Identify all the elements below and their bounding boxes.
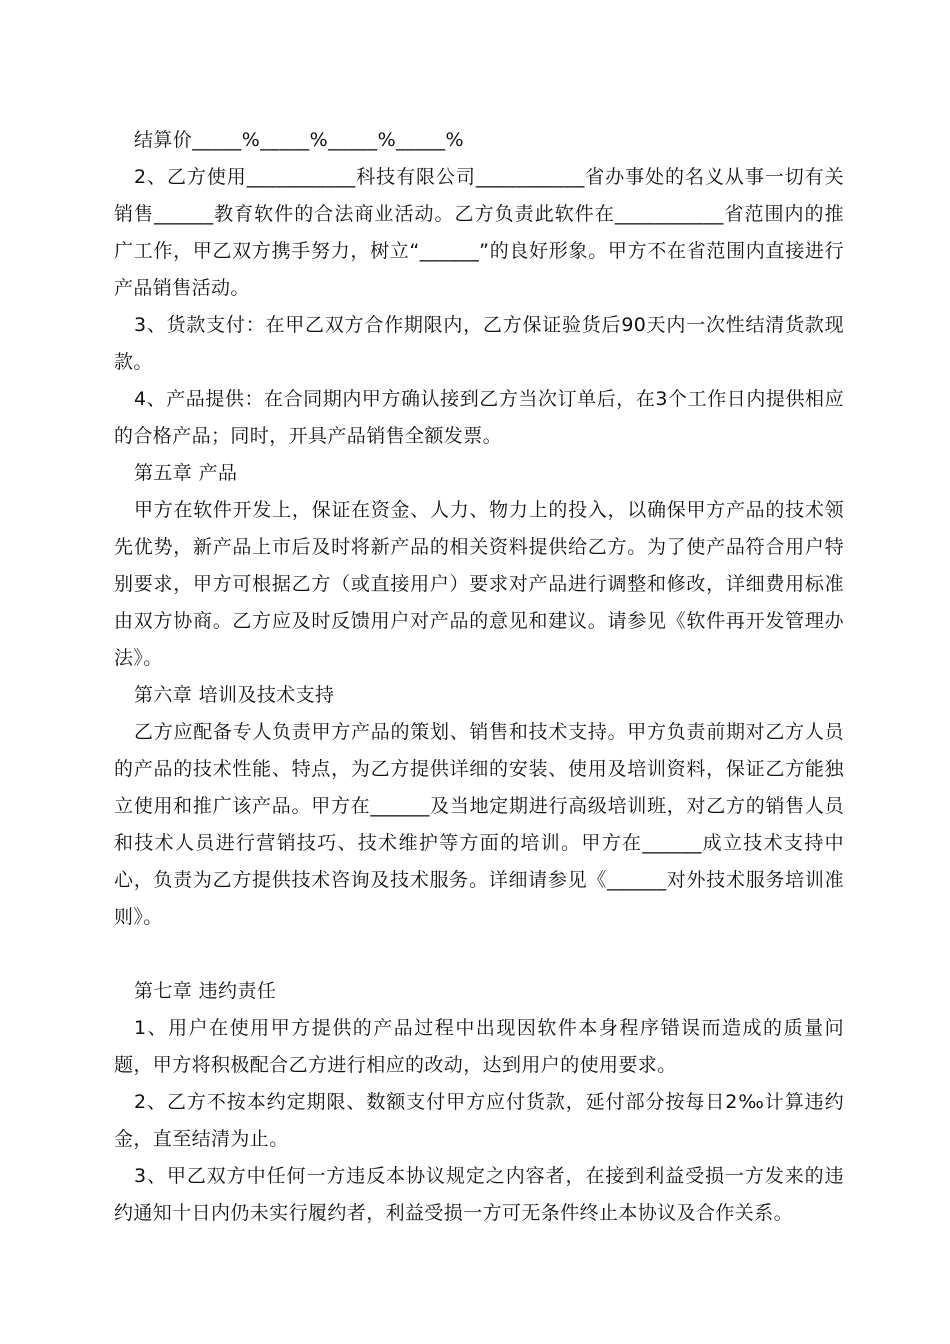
clause-3-payment: 3、货款支付：在甲乙双方合作期限内，乙方保证验货后90天内一次性结清货款现款。 (114, 314, 844, 373)
clause-2-authorization: 2、乙方使用___________科技有限公司___________省办事处的名义从事一切有关销售______教育软件的合法商业活动。乙方负责此软件在___________省范围内的推广工作，甲乙双方携手努力，树立“______”的良好形象。甲方不在省范围内直接进行产品销售活动。 (114, 166, 844, 299)
document-body (114, 122, 844, 1232)
chapter-7-clause-1: 1、用户在使用甲方提供的产品过程中出现因软件本身程序错误而造成的质量问题，甲方将积极配合乙方进行相应的改动，达到用户的使用要求。 (114, 1017, 844, 1076)
settlement-price-line: 结算价_____%_____%_____%_____% (134, 129, 465, 151)
chapter-7-heading: 第七章 违约责任 (134, 980, 277, 1002)
chapter-6-heading: 第六章 培训及技术支持 (134, 684, 335, 706)
chapter-5-heading: 第五章 产品 (134, 462, 238, 484)
chapter-5-body: 甲方在软件开发上，保证在资金、人力、物力上的投入，以确保甲方产品的技术领先优势，新产品上市后及时将新产品的相关资料提供给乙方。为了使产品符合用户特别要求，甲方可根据乙方（或直接用户）要求对产品进行调整和修改，详细费用标准由双方协商。乙方应及时反馈用户对产品的意见和建议。请参见《软件再开发管理办法》。 (114, 499, 844, 669)
chapter-7-clause-3: 3、甲乙双方中任何一方违反本协议规定之内容者，在接到利益受损一方发来的违约通知十日内仍未实行履约者，利益受损一方可无条件终止本协议及合作关系。 (114, 1165, 844, 1224)
blank-line (114, 936, 844, 973)
chapter-6-body: 乙方应配备专人负责甲方产品的策划、销售和技术支持。甲方负责前期对乙方人员的产品的技术性能、特点，为乙方提供详细的安装、使用及培训资料，保证乙方能独立使用和推广该产品。甲方在______及当地定期进行高级培训班，对乙方的销售人员和技术人员进行营销技巧、技术维护等方面的培训。甲方在______成立技术支持中心，负责为乙方提供技术咨询及技术服务。详细请参见《______对外技术服务培训准则》。 (114, 721, 844, 928)
chapter-7-clause-2: 2、乙方不按本约定期限、数额支付甲方应付货款，延付部分按每日2‰计算违约金，直至结清为止。 (114, 1091, 844, 1150)
clause-4-product-supply: 4、产品提供：在合同期内甲方确认接到乙方当次订单后，在3个工作日内提供相应的合格产品；同时，开具产品销售全额发票。 (114, 388, 844, 447)
